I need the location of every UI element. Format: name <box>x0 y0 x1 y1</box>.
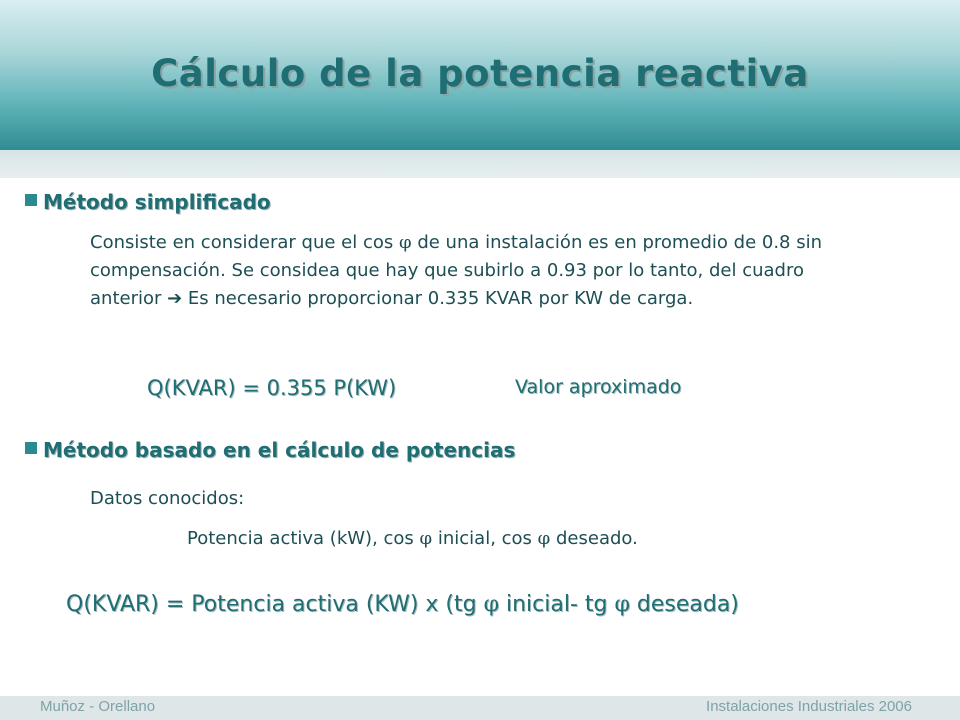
phi-symbol: φ <box>537 528 551 549</box>
formula-text-3: deseada) <box>629 592 739 617</box>
known-text-3: deseado. <box>550 528 638 549</box>
page-title: Cálculo de la potencia reactiva <box>151 52 809 95</box>
phi-symbol: φ <box>614 592 630 617</box>
section2-heading: Método basado en el cálculo de potencias <box>43 438 516 462</box>
paragraph-text-1: Consiste en considerar que el cos <box>90 232 399 253</box>
footer-course: Instalaciones Industriales 2006 <box>706 698 912 715</box>
paragraph-text-2: de una instalación es en promedio de 0.8 sin compensación. Se considea que hay que subirlo a 0.93 por lo tanto, del cuadro anterior <box>90 232 823 309</box>
section2-bullet-icon <box>25 442 37 454</box>
formula-text-1: Q(KVAR) = Potencia activa (KW) x (tg <box>66 592 484 617</box>
known-data-values <box>187 528 638 549</box>
phi-symbol: φ <box>399 232 412 253</box>
simplified-formula: Q(KVAR) = 0.355 P(KW) <box>147 376 397 400</box>
header-divider-band <box>0 150 960 178</box>
arrow-icon: ➔ <box>167 288 183 309</box>
formula-note: Valor aproximado <box>515 376 682 398</box>
known-text-2: inicial, cos <box>432 528 538 549</box>
phi-symbol: φ <box>483 592 499 617</box>
known-text-1: Potencia activa (kW), cos <box>187 528 420 549</box>
paragraph-text-3: Es necesario proporcionar 0.335 KVAR por KW de carga. <box>182 288 694 309</box>
known-data-label: Datos conocidos: <box>90 488 245 509</box>
formula-text-2: inicial- tg <box>499 592 615 617</box>
phi-symbol: φ <box>419 528 433 549</box>
section1-bullet-icon <box>25 194 37 206</box>
section1-heading: Método simplificado <box>43 190 271 214</box>
power-calculation-formula <box>66 592 739 617</box>
footer-authors: Muñoz - Orellano <box>40 698 156 715</box>
section1-paragraph <box>90 229 830 313</box>
